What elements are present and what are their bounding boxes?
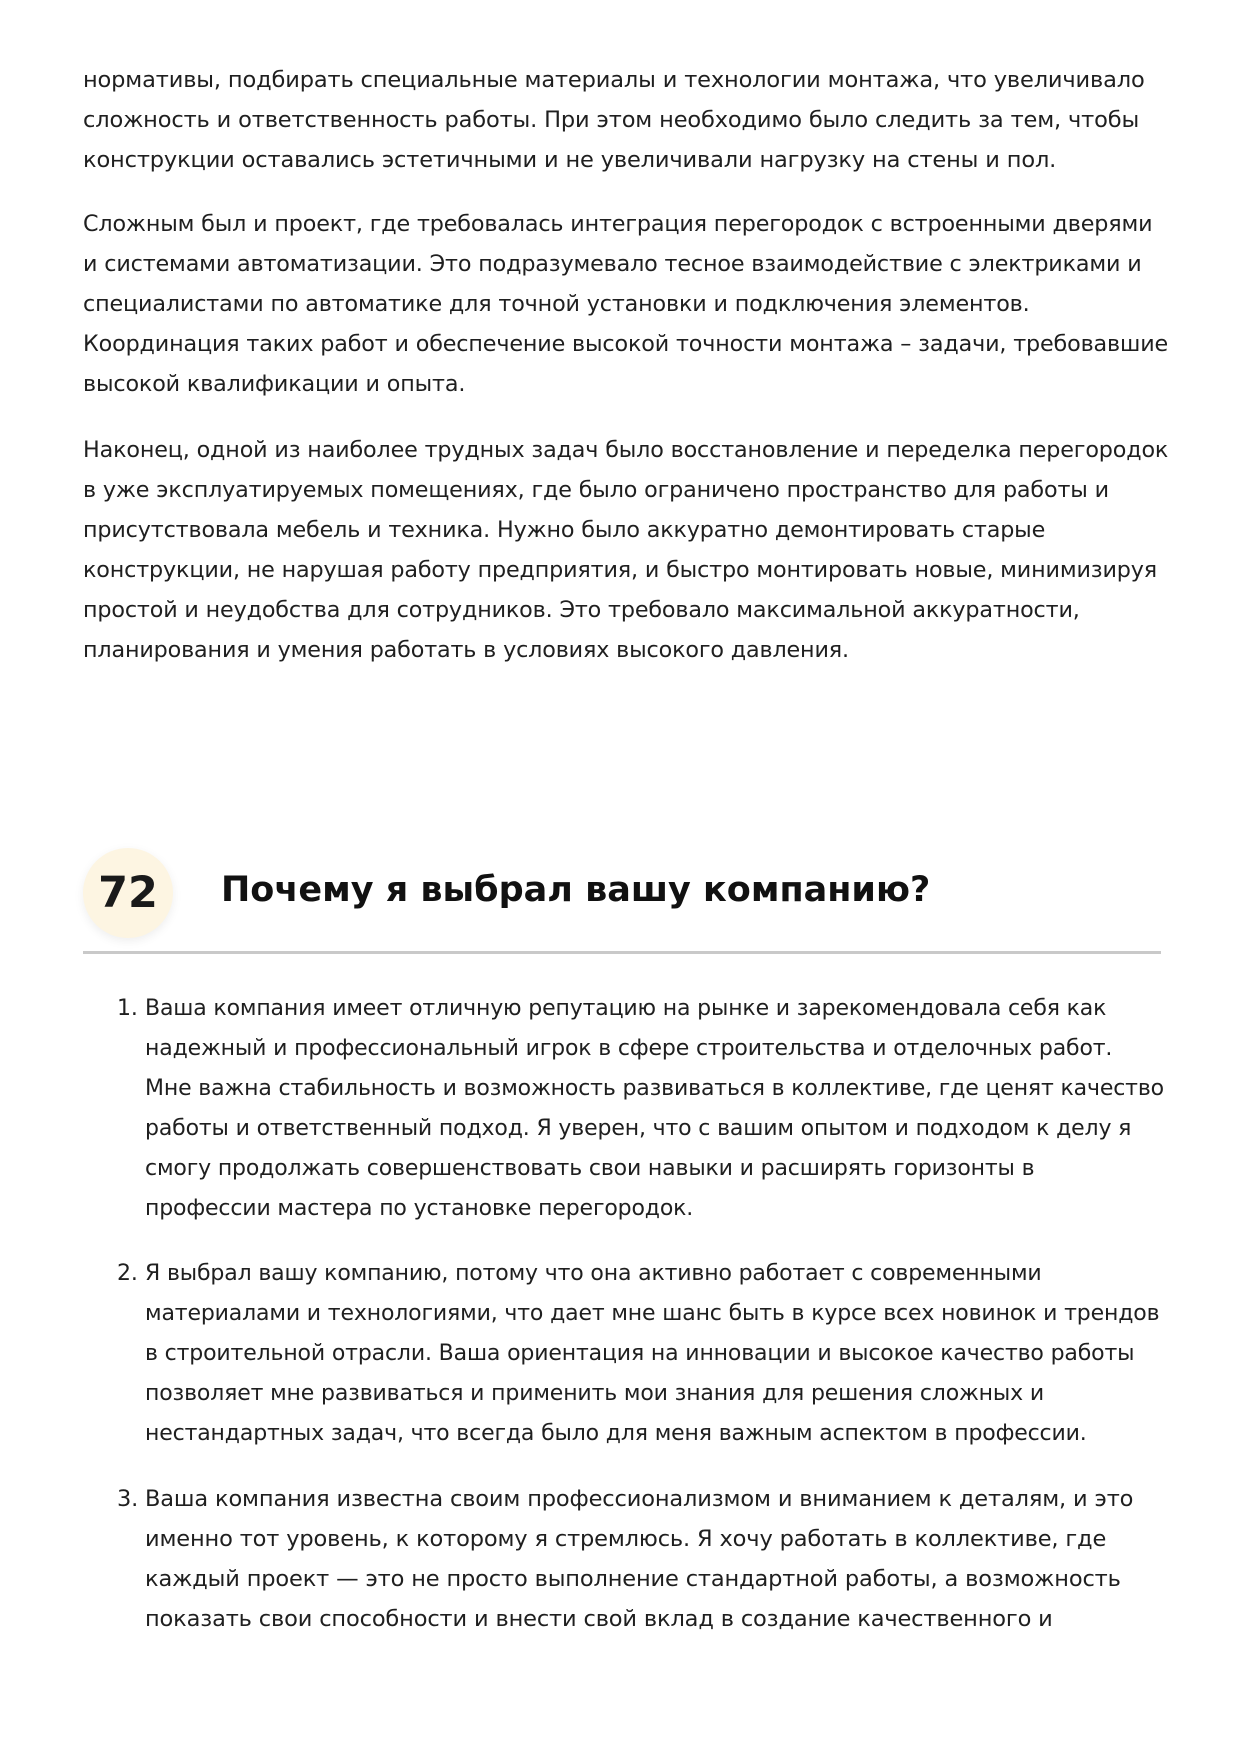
- text-line: смогу продолжать совершенствовать свои навыки и расширять горизонты в: [145, 1156, 1035, 1181]
- text-line: Наконец, одной из наиболее трудных задач было восстановление и переделка перегородок: [83, 437, 1169, 463]
- text-line: работы и ответственный подход. Я уверен, что с вашим опытом и подходом к делу я: [145, 1116, 1132, 1141]
- section-header: [83, 843, 1161, 953]
- paragraph-restoration: [83, 430, 1168, 670]
- text-line: в строительной отрасли. Ваша ориентация на инновации и высокое качество работы: [145, 1341, 1135, 1366]
- list-marker: 3.: [117, 1486, 139, 1512]
- text-line: Я выбрал вашу компанию, потому что она активно работает с современными: [145, 1261, 1042, 1286]
- text-line: нормативы, подбирать специальные материалы и технологии монтажа, что увеличивало: [83, 67, 1145, 93]
- text-line: Мне важна стабильность и возможность развиваться в коллективе, где ценят качество: [145, 1076, 1164, 1101]
- text-line: профессии мастера по установке перегородок.: [145, 1196, 694, 1221]
- text-line: каждый проект — это не просто выполнение стандартной работы, а возможность: [145, 1566, 1121, 1592]
- text-line: планирования и умения работать в условиях высокого давления.: [83, 637, 849, 663]
- text-line: простой и неудобства для сотрудников. Это требовало максимальной аккуратности,: [83, 597, 1080, 623]
- text-line: надежный и профессиональный игрок в сфере строительства и отделочных работ.: [145, 1036, 1113, 1061]
- text-line: Сложным был и проект, где требовалась интеграция перегородок с встроенными дверями: [83, 211, 1153, 237]
- paragraph-integration-project: [83, 204, 1168, 404]
- text-line: позволяет мне развиваться и применить мои знания для решения сложных и: [145, 1381, 1044, 1406]
- text-line: и системами автоматизации. Это подразумевало тесное взаимодействие с электриками и: [83, 251, 1142, 277]
- text-line: показать свои способности и внести свой вклад в создание качественного и: [145, 1606, 1053, 1632]
- text-line: специалистами по автоматике для точной установки и подключения элементов.: [83, 291, 1030, 317]
- list-item-1: [117, 989, 1165, 1229]
- list-marker: 2.: [117, 1261, 138, 1286]
- text-line: конструкции, не нарушая работу предприятия, и быстро монтировать новые, минимизируя: [83, 557, 1157, 583]
- text-line: именно тот уровень, к которому я стремлюсь. Я хочу работать в коллективе, где: [145, 1526, 1107, 1552]
- text-line: Координация таких работ и обеспечение высокой точности монтажа – задачи, требовавшие: [83, 331, 1169, 357]
- text-line: нестандартных задач, что всегда было для меня важным аспектом в профессии.: [145, 1421, 1087, 1446]
- text-line: конструкции оставались эстетичными и не увеличивали нагрузку на стены и пол.: [83, 147, 1057, 173]
- paragraph-norms: [83, 60, 1168, 180]
- section-number-badge: 72: [83, 848, 173, 938]
- list-marker: 1.: [117, 996, 138, 1021]
- section-title: Почему я выбрал вашу компанию?: [221, 870, 931, 910]
- text-line: материалами и технологиями, что дает мне шанс быть в курсе всех новинок и трендов: [145, 1301, 1160, 1326]
- list-item-3: [117, 1479, 1165, 1639]
- text-line: Ваша компания имеет отличную репутацию на рынке и зарекомендовала себя как: [145, 996, 1107, 1021]
- text-line: присутствовала мебель и техника. Нужно было аккуратно демонтировать старые: [83, 517, 1046, 543]
- text-line: в уже эксплуатируемых помещениях, где было ограничено пространство для работы и: [83, 477, 1109, 503]
- text-line: сложность и ответственность работы. При этом необходимо было следить за тем, чтобы: [83, 107, 1140, 133]
- text-line: Ваша компания известна своим профессионализмом и вниманием к деталям, и это: [145, 1486, 1134, 1512]
- list-item-2: [117, 1254, 1165, 1454]
- section-divider: [83, 951, 1161, 954]
- text-line: высокой квалификации и опыта.: [83, 371, 466, 397]
